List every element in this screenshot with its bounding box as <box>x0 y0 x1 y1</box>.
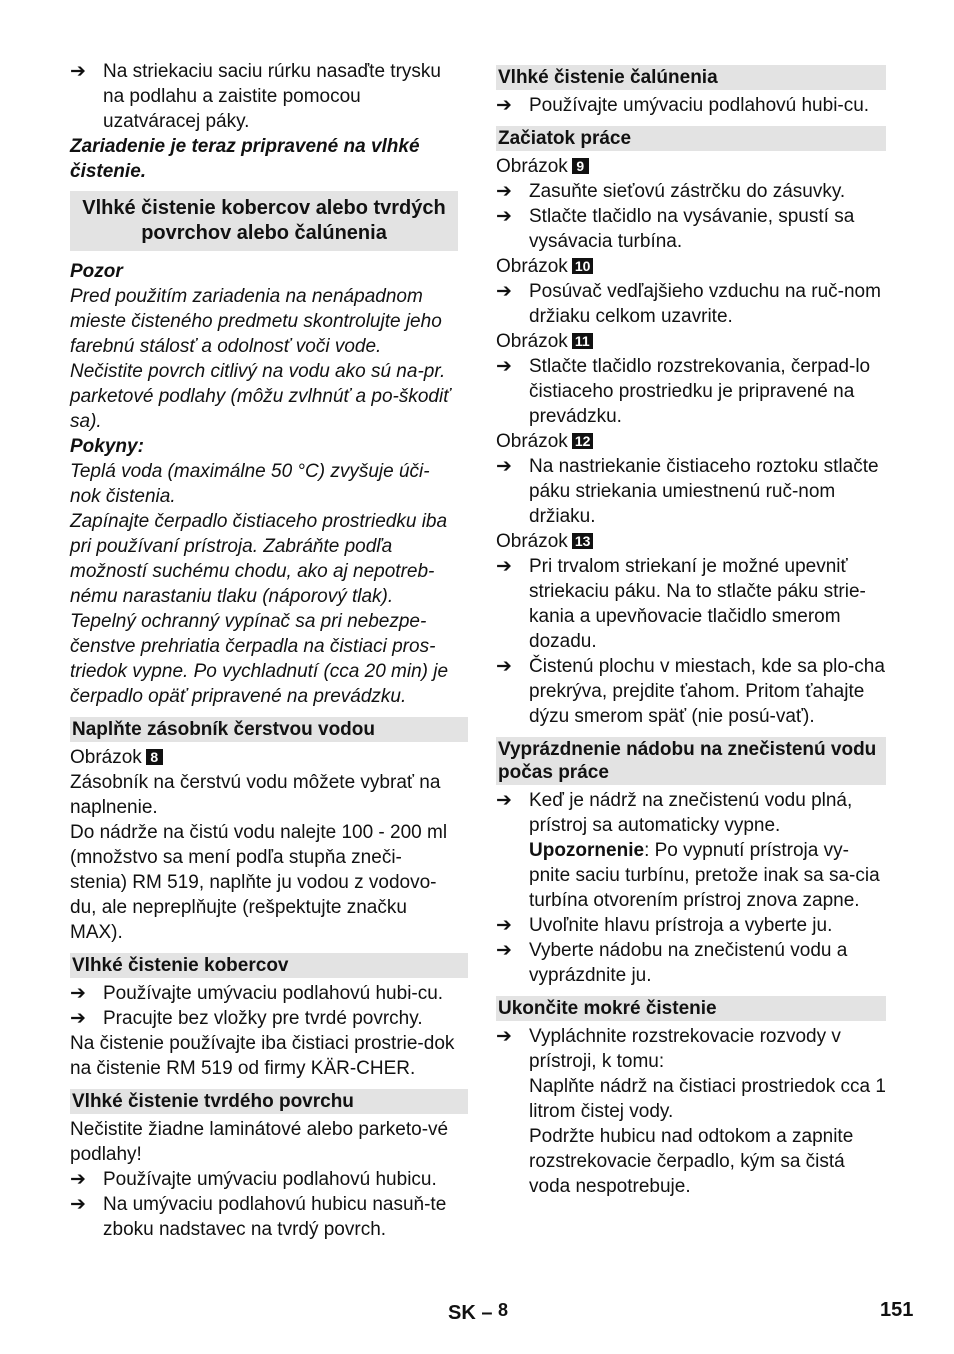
ready-note: Zariadenie je teraz pripravené na vlhké čistenie. <box>70 136 420 182</box>
arrow-icon: ➔ <box>496 356 512 377</box>
fill-text-2: Do nádrže na čistú vodu nalejte 100 - 200 ml (množstvo sa mení podľa stupňa zneči-stenia) RM 519, naplňte ju vodou z vodovo-du, ale nepreplňujte (rešpektujte značku MAX). <box>70 822 448 943</box>
figure-number-badge: 11 <box>572 333 593 349</box>
figure-ref-12: Obrázok 12 <box>496 429 886 454</box>
figure-number-badge: 12 <box>572 433 594 449</box>
figure-number-badge: 13 <box>572 533 594 549</box>
figure-ref-9: Obrázok 9 <box>496 154 886 179</box>
pokyny-text-3: Tepelný ochranný vypínač sa pri nebezpe-čenstve prehriatia čerpadla na čistiaci pros-triedok vypne. Po vychladnutí (cca 20 min) je čerpadlo opäť pripravené na prevádzku. <box>70 611 449 707</box>
arrow-icon: ➔ <box>70 1194 86 1215</box>
carpet-text: Na čistenie používajte iba čistiaci prostrie-dok na čistenie RM 519 od firmy KÄR-CHER. <box>70 1033 455 1079</box>
right-column <box>496 59 886 1199</box>
bullet-fig12-1: ➔ Na nastriekanie čistiaceho roztoku stlačte páku striekania umiestnenú ruč-nom držiaku. <box>496 456 879 527</box>
heading-fill-water: Naplňte zásobník čerstvou vodou <box>70 717 468 742</box>
heading-empty-container: Vyprázdnenie nádobu na znečistenú vodu počas práce <box>496 737 886 785</box>
bullet-fig10-1: ➔ Posúvač vedľajšieho vzduchu na ruč-nom držiaku celkom uzavrite. <box>496 281 881 327</box>
bullet-carpet-2: ➔ Pracujte bez vložky pre tvrdé povrchy. <box>70 1008 423 1029</box>
bullet-fig13-1: ➔ Pri trvalom striekaní je možné upevniť striekaciu páku. Na to stlačte páku strie-kania a upevňovacie tlačidlo smerom dozadu. <box>496 556 866 652</box>
fill-text-1: Zásobník na čerstvú vodu môžete vybrať na naplnenie. <box>70 772 441 818</box>
bullet-carpet-1: ➔ Používajte umývaciu podlahovú hubi-cu. <box>70 983 444 1004</box>
section-title: Vlhké čistenie kobercov alebo tvrdých povrchov alebo čalúnenia <box>70 191 458 251</box>
bullet-attach-nozzle: ➔ Na striekaciu saciu rúrku nasaďte trysku na podlahu a zaistite pomocou uzatváracej páky. <box>70 61 441 132</box>
arrow-icon: ➔ <box>496 656 512 677</box>
figure-number-badge: 10 <box>572 258 594 274</box>
heading-end-wet-cleaning: Ukončite mokré čistenie <box>496 996 886 1021</box>
bullet-empty-3: ➔ Vyberte nádobu na znečistenú vodu a vyprázdnite ju. <box>496 940 848 986</box>
pokyny-label: Pokyny: <box>70 436 144 457</box>
arrow-icon: ➔ <box>496 456 512 477</box>
figure-number-badge: 9 <box>572 158 589 174</box>
figure-ref-8: Obrázok 8 <box>70 745 458 770</box>
arrow-icon: ➔ <box>496 556 512 577</box>
pokyny-text-1: Teplá voda (maximálne 50 °C) zvyšuje úči-nok čistenia. <box>70 461 430 507</box>
pozor-text: Pred použitím zariadenia na nenápadnom mieste čisteného predmetu skontrolujte jeho farebnú stálosť a odolnosť voči vode. Nečistite povrch citlivý na vodu ako sú na-pr. parketové podlahy (môžu zvlhnúť a po-škodiť sa). <box>70 286 450 432</box>
bullet-end-1: ➔ Vypláchnite rozstrekovacie rozvody v prístroji, k tomu: Naplňte nádrž na čistiaci prostriedok cca 1 litrom čistej vody. Podržte hubicu nad odtokom a zapnite rozstrekovacie čerpadlo, kým sa čistá voda nespotrebuje. <box>496 1026 886 1197</box>
arrow-icon: ➔ <box>70 1169 86 1190</box>
arrow-icon: ➔ <box>70 983 86 1004</box>
arrow-icon: ➔ <box>496 915 512 936</box>
footer-section-label: SK – 8 <box>448 1300 509 1324</box>
arrow-icon: ➔ <box>496 206 512 227</box>
figure-number-badge: 8 <box>146 749 163 765</box>
figure-ref-10: Obrázok 10 <box>496 254 886 279</box>
arrow-icon: ➔ <box>496 940 512 961</box>
bullet-empty-2: ➔ Uvoľnite hlavu prístroja a vyberte ju. <box>496 915 833 936</box>
hard-text: Nečistite žiadne laminátové alebo parketo-vé podlahy! <box>70 1119 449 1165</box>
note-label: Upozornenie <box>529 840 645 861</box>
bullet-fig13-2: ➔ Čistenú plochu v miestach, kde sa plo-cha prekrýva, prejdite ťahom. Pritom ťahajte dýzu smerom späť (nie posú-vať). <box>496 656 885 727</box>
arrow-icon: ➔ <box>70 1008 86 1029</box>
bullet-fig9-1: ➔ Zasuňte sieťovú zástrčku do zásuvky. <box>496 181 846 202</box>
arrow-icon: ➔ <box>496 790 512 811</box>
page-number: 151 <box>880 1299 914 1321</box>
heading-start-work: Začiatok práce <box>496 126 886 151</box>
arrow-icon: ➔ <box>496 95 512 116</box>
bullet-hard-2: ➔ Na umývaciu podlahovú hubicu nasuň-te zboku nadstavec na tvrdý povrch. <box>70 1194 447 1240</box>
pozor-label: Pozor <box>70 261 123 282</box>
left-column <box>70 59 458 1242</box>
bullet-fig11-1: ➔ Stlačte tlačidlo rozstrekovania, čerpad-lo čistiaceho prostriedku je pripravené na prevádzku. <box>496 356 871 427</box>
bullet-empty-1: ➔ Keď je nádrž na znečistenú vodu plná, prístroj sa automaticky vypne. Upozornenie: Po vypnutí prístroja vy-pnite saciu turbínu, pretože inak sa sa-cia turbína otvorením prístroj znova zapne. <box>496 790 880 911</box>
arrow-icon: ➔ <box>70 61 86 82</box>
arrow-icon: ➔ <box>496 281 512 302</box>
figure-ref-11: Obrázok 11 <box>496 329 886 354</box>
pokyny-text-2: Zapínajte čerpadlo čistiaceho prostriedku iba pri používaní prístroja. Zabráňte podľa možností suchému chodu, ako aj nepotreb-nému narastaniu tlaku (náporový tlak). <box>70 511 448 607</box>
bullet-fig9-2: ➔ Stlačte tlačidlo na vysávanie, spustí sa vysávacia turbína. <box>496 206 855 252</box>
heading-carpet: Vlhké čistenie kobercov <box>70 953 468 978</box>
figure-ref-13: Obrázok 13 <box>496 529 886 554</box>
bullet-upholstery-1: ➔ Používajte umývaciu podlahovú hubi-cu. <box>496 95 870 116</box>
arrow-icon: ➔ <box>496 181 512 202</box>
heading-hard-surface: Vlhké čistenie tvrdého povrchu <box>70 1089 468 1114</box>
bullet-hard-1: ➔ Používajte umývaciu podlahovú hubicu. <box>70 1169 437 1190</box>
arrow-icon: ➔ <box>496 1026 512 1047</box>
heading-upholstery: Vlhké čistenie čalúnenia <box>496 65 886 90</box>
